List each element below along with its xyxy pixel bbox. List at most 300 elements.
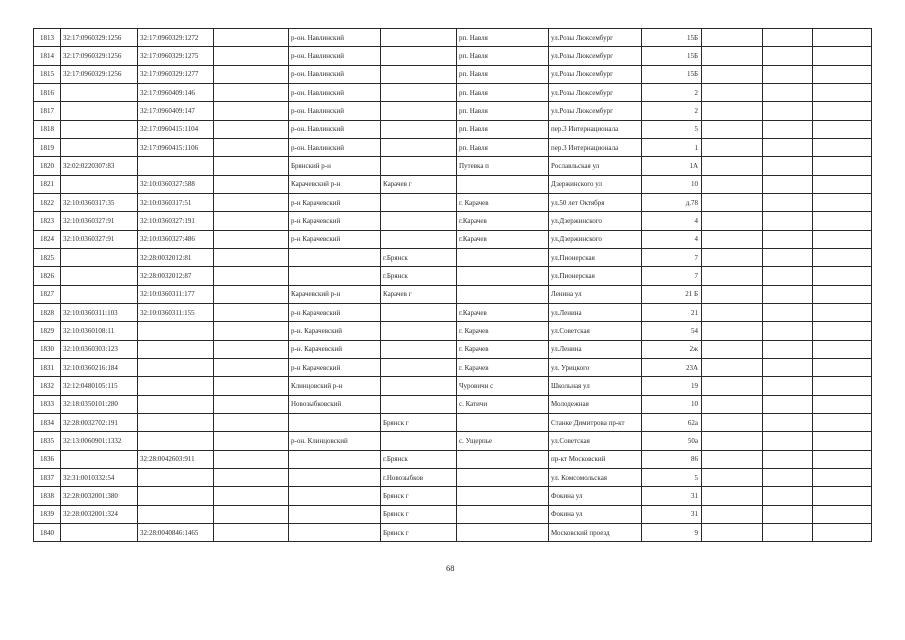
row-number-cell: 1838 <box>34 487 61 505</box>
house-number-cell: 10 <box>642 395 702 413</box>
blank-cell <box>763 285 813 303</box>
street-cell: ул. Комсомольская <box>549 468 642 486</box>
blank-cell <box>813 175 872 193</box>
blank-cell <box>214 505 289 523</box>
blank-cell <box>763 102 813 120</box>
district-cell: р-н Карачевский <box>289 212 381 230</box>
object-cadastral-number-cell: 32:28:0032012:81 <box>138 248 214 266</box>
street-cell: ул.Розы Люксембург <box>549 65 642 83</box>
house-number-cell: 21 <box>642 303 702 321</box>
object-cadastral-number-cell: 32:28:0032012:87 <box>138 267 214 285</box>
blank-cell <box>763 340 813 358</box>
house-number-cell: 86 <box>642 450 702 468</box>
locality-cell: с. Ущерпье <box>457 432 549 450</box>
district-cell <box>289 523 381 541</box>
object-cadastral-number-cell <box>138 377 214 395</box>
cadastral-number-cell <box>61 120 138 138</box>
blank-cell <box>702 29 763 47</box>
blank-cell <box>702 175 763 193</box>
street-cell: ул.Розы Люксембург <box>549 83 642 101</box>
blank-cell <box>763 248 813 266</box>
object-cadastral-number-cell <box>138 358 214 376</box>
row-number-cell: 1840 <box>34 523 61 541</box>
object-cadastral-number-cell: 32:17:0960329:1275 <box>138 47 214 65</box>
blank-cell <box>214 83 289 101</box>
cadastral-number-cell: 32:10:0360216:184 <box>61 358 138 376</box>
row-number-cell: 1835 <box>34 432 61 450</box>
district-cell: р-он. Навлинский <box>289 138 381 156</box>
table-row <box>34 450 872 468</box>
blank-cell <box>214 303 289 321</box>
blank-cell <box>763 29 813 47</box>
object-cadastral-number-cell: 32:10:0360327:486 <box>138 230 214 248</box>
blank-cell <box>214 395 289 413</box>
house-number-cell: 31 <box>642 487 702 505</box>
cadastral-number-cell: 32:28:0032702:191 <box>61 413 138 431</box>
blank-cell <box>813 230 872 248</box>
blank-cell <box>763 505 813 523</box>
house-number-cell: 5 <box>642 468 702 486</box>
city-cell: г.Новозыбков <box>381 468 457 486</box>
cadastral-number-cell: 32:13:0060901:1332 <box>61 432 138 450</box>
table-row <box>34 157 872 175</box>
table-row <box>34 523 872 541</box>
blank-cell <box>214 120 289 138</box>
district-cell <box>289 505 381 523</box>
district-cell: р-он. Навлинский <box>289 29 381 47</box>
object-cadastral-number-cell: 32:17:0960415:1104 <box>138 120 214 138</box>
street-cell: ул.Ленина <box>549 303 642 321</box>
district-cell: р-он. Навлинский <box>289 65 381 83</box>
blank-cell <box>214 157 289 175</box>
row-number-cell: 1822 <box>34 193 61 211</box>
house-number-cell: 54 <box>642 322 702 340</box>
street-cell: Фокина ул <box>549 487 642 505</box>
row-number-cell: 1818 <box>34 120 61 138</box>
district-cell: р-он. Клинцовский <box>289 432 381 450</box>
blank-cell <box>813 65 872 83</box>
blank-cell <box>763 358 813 376</box>
blank-cell <box>214 248 289 266</box>
blank-cell <box>813 395 872 413</box>
object-cadastral-number-cell: 32:10:0360327:191 <box>138 212 214 230</box>
cadastral-number-cell: 32:10:0360327:91 <box>61 212 138 230</box>
blank-cell <box>214 102 289 120</box>
cadastral-number-cell <box>61 285 138 303</box>
street-cell: ул.50 лет Октября <box>549 193 642 211</box>
blank-cell <box>763 175 813 193</box>
street-cell: Школьная ул <box>549 377 642 395</box>
blank-cell <box>763 83 813 101</box>
table-row <box>34 340 872 358</box>
row-number-cell: 1837 <box>34 468 61 486</box>
house-number-cell: 62а <box>642 413 702 431</box>
city-cell <box>381 29 457 47</box>
blank-cell <box>702 468 763 486</box>
row-number-cell: 1829 <box>34 322 61 340</box>
district-cell: р-он. Навлинский <box>289 120 381 138</box>
blank-cell <box>813 285 872 303</box>
locality-cell: г.Карачев <box>457 230 549 248</box>
blank-cell <box>214 267 289 285</box>
house-number-cell: 5 <box>642 120 702 138</box>
cadastral-number-cell: 32:17:0960329:1256 <box>61 29 138 47</box>
city-cell: Карачев г <box>381 175 457 193</box>
blank-cell <box>702 303 763 321</box>
house-number-cell: 7 <box>642 248 702 266</box>
house-number-cell: 15Б <box>642 29 702 47</box>
city-cell <box>381 212 457 230</box>
object-cadastral-number-cell <box>138 487 214 505</box>
cadastral-number-cell: 32:10:0360311:103 <box>61 303 138 321</box>
blank-cell <box>763 65 813 83</box>
city-cell: Брянск г <box>381 487 457 505</box>
blank-cell <box>813 340 872 358</box>
street-cell: Ленина ул <box>549 285 642 303</box>
district-cell <box>289 487 381 505</box>
object-cadastral-number-cell: 32:28:0042603:911 <box>138 450 214 468</box>
table-row <box>34 212 872 230</box>
city-cell <box>381 138 457 156</box>
blank-cell <box>214 413 289 431</box>
blank-cell <box>702 65 763 83</box>
blank-cell <box>214 29 289 47</box>
blank-cell <box>702 377 763 395</box>
street-cell: ул.Дзержинского <box>549 230 642 248</box>
blank-cell <box>813 450 872 468</box>
blank-cell <box>214 358 289 376</box>
house-number-cell: 31 <box>642 505 702 523</box>
cadastral-number-cell: 32:10:0360317:35 <box>61 193 138 211</box>
blank-cell <box>813 322 872 340</box>
locality-cell: рп. Навля <box>457 138 549 156</box>
blank-cell <box>813 377 872 395</box>
blank-cell <box>702 395 763 413</box>
cadastral-number-cell <box>61 175 138 193</box>
locality-cell <box>457 413 549 431</box>
locality-cell <box>457 523 549 541</box>
city-cell <box>381 303 457 321</box>
row-number-cell: 1836 <box>34 450 61 468</box>
object-cadastral-number-cell: 32:17:0960415:1106 <box>138 138 214 156</box>
blank-cell <box>813 267 872 285</box>
table-row <box>34 432 872 450</box>
street-cell: Дзержинского ул <box>549 175 642 193</box>
blank-cell <box>763 230 813 248</box>
cadastral-number-cell: 32:28:0032001:380 <box>61 487 138 505</box>
table-row <box>34 248 872 266</box>
row-number-cell: 1817 <box>34 102 61 120</box>
object-cadastral-number-cell: 32:10:0360317:51 <box>138 193 214 211</box>
street-cell: ул.Розы Люксембург <box>549 29 642 47</box>
house-number-cell: 7 <box>642 267 702 285</box>
district-cell: Новозыбковский <box>289 395 381 413</box>
cadastral-number-cell: 32:17:0960329:1256 <box>61 65 138 83</box>
object-cadastral-number-cell: 32:17:0960409:146 <box>138 83 214 101</box>
object-cadastral-number-cell <box>138 413 214 431</box>
cadastral-number-cell <box>61 267 138 285</box>
blank-cell <box>702 230 763 248</box>
blank-cell <box>702 248 763 266</box>
blank-cell <box>214 47 289 65</box>
blank-cell <box>763 322 813 340</box>
blank-cell <box>702 505 763 523</box>
cadastral-number-cell <box>61 523 138 541</box>
street-cell: Фокина ул <box>549 505 642 523</box>
blank-cell <box>763 212 813 230</box>
blank-cell <box>702 267 763 285</box>
street-cell: ул.Розы Люксембург <box>549 47 642 65</box>
blank-cell <box>702 193 763 211</box>
cadastral-number-cell: 32:10:0360303:123 <box>61 340 138 358</box>
row-number-cell: 1813 <box>34 29 61 47</box>
table-row <box>34 285 872 303</box>
cadastral-number-cell: 32:10:0360108:11 <box>61 322 138 340</box>
cadastral-number-cell: 32:10:0360327:91 <box>61 230 138 248</box>
city-cell <box>381 65 457 83</box>
blank-cell <box>813 102 872 120</box>
row-number-cell: 1825 <box>34 248 61 266</box>
locality-cell <box>457 267 549 285</box>
district-cell: р-н Карачевский <box>289 193 381 211</box>
table-row <box>34 193 872 211</box>
blank-cell <box>813 138 872 156</box>
district-cell: р-н Карачевский <box>289 358 381 376</box>
locality-cell: Путевка п <box>457 157 549 175</box>
table-row <box>34 102 872 120</box>
blank-cell <box>214 230 289 248</box>
house-number-cell: 2ж <box>642 340 702 358</box>
locality-cell: рп. Навля <box>457 83 549 101</box>
cadastral-number-cell <box>61 138 138 156</box>
blank-cell <box>214 432 289 450</box>
street-cell: ул.Пионерская <box>549 248 642 266</box>
blank-cell <box>763 413 813 431</box>
city-cell <box>381 340 457 358</box>
house-number-cell: 15Б <box>642 65 702 83</box>
blank-cell <box>702 47 763 65</box>
city-cell <box>381 322 457 340</box>
object-cadastral-number-cell <box>138 340 214 358</box>
blank-cell <box>763 468 813 486</box>
district-cell: Карачевский р-н <box>289 285 381 303</box>
row-number-cell: 1824 <box>34 230 61 248</box>
blank-cell <box>214 65 289 83</box>
street-cell: пер.3 Интернационала <box>549 138 642 156</box>
locality-cell <box>457 487 549 505</box>
row-number-cell: 1828 <box>34 303 61 321</box>
table-row <box>34 230 872 248</box>
blank-cell <box>214 193 289 211</box>
blank-cell <box>702 340 763 358</box>
table-row <box>34 505 872 523</box>
district-cell: р-н. Карачевский <box>289 340 381 358</box>
cadastral-number-cell: 32:18:0350101:280 <box>61 395 138 413</box>
blank-cell <box>763 395 813 413</box>
district-cell <box>289 450 381 468</box>
blank-cell <box>763 47 813 65</box>
object-cadastral-number-cell <box>138 395 214 413</box>
object-cadastral-number-cell <box>138 157 214 175</box>
street-cell: Молодежная <box>549 395 642 413</box>
table-row <box>34 322 872 340</box>
table-row <box>34 83 872 101</box>
house-number-cell: 1А <box>642 157 702 175</box>
object-cadastral-number-cell <box>138 468 214 486</box>
city-cell <box>381 432 457 450</box>
cadastral-number-cell <box>61 83 138 101</box>
house-number-cell: 9 <box>642 523 702 541</box>
locality-cell <box>457 248 549 266</box>
blank-cell <box>813 120 872 138</box>
house-number-cell: 2 <box>642 83 702 101</box>
street-cell: пер.3 Интернационала <box>549 120 642 138</box>
blank-cell <box>702 83 763 101</box>
blank-cell <box>702 157 763 175</box>
locality-cell: рп. Навля <box>457 102 549 120</box>
street-cell: ул.Дзержинского <box>549 212 642 230</box>
city-cell <box>381 193 457 211</box>
row-number-cell: 1834 <box>34 413 61 431</box>
blank-cell <box>813 157 872 175</box>
blank-cell <box>702 450 763 468</box>
city-cell <box>381 358 457 376</box>
page-number: 68 <box>446 563 455 573</box>
city-cell: Карачев г <box>381 285 457 303</box>
table-row <box>34 358 872 376</box>
table-row <box>34 413 872 431</box>
object-cadastral-number-cell: 32:10:0360327:588 <box>138 175 214 193</box>
blank-cell <box>702 523 763 541</box>
blank-cell <box>214 523 289 541</box>
house-number-cell: 50а <box>642 432 702 450</box>
district-cell: р-н Карачевский <box>289 230 381 248</box>
locality-cell: г. Карачев <box>457 193 549 211</box>
object-cadastral-number-cell: 32:28:0040846:1465 <box>138 523 214 541</box>
street-cell: ул.Пионерская <box>549 267 642 285</box>
district-cell: р-он. Навлинский <box>289 47 381 65</box>
blank-cell <box>813 413 872 431</box>
row-number-cell: 1815 <box>34 65 61 83</box>
street-cell: Рославльская ул <box>549 157 642 175</box>
blank-cell <box>813 432 872 450</box>
table-row <box>34 47 872 65</box>
locality-cell: рп. Навля <box>457 65 549 83</box>
table-row <box>34 487 872 505</box>
table-row <box>34 120 872 138</box>
blank-cell <box>763 303 813 321</box>
table-row <box>34 138 872 156</box>
blank-cell <box>813 505 872 523</box>
district-cell: р-он. Навлинский <box>289 83 381 101</box>
blank-cell <box>813 468 872 486</box>
district-cell <box>289 413 381 431</box>
blank-cell <box>763 267 813 285</box>
row-number-cell: 1814 <box>34 47 61 65</box>
city-cell <box>381 102 457 120</box>
row-number-cell: 1833 <box>34 395 61 413</box>
house-number-cell: д.78 <box>642 193 702 211</box>
table-row <box>34 267 872 285</box>
object-cadastral-number-cell: 32:17:0960329:1277 <box>138 65 214 83</box>
district-cell: Брянский р-н <box>289 157 381 175</box>
table-row <box>34 395 872 413</box>
row-number-cell: 1823 <box>34 212 61 230</box>
table-row <box>34 377 872 395</box>
city-cell <box>381 47 457 65</box>
house-number-cell: 21 Б <box>642 285 702 303</box>
locality-cell: г. Карачев <box>457 322 549 340</box>
locality-cell: г.Карачев <box>457 303 549 321</box>
locality-cell <box>457 285 549 303</box>
blank-cell <box>813 303 872 321</box>
table-row <box>34 175 872 193</box>
blank-cell <box>763 487 813 505</box>
blank-cell <box>813 47 872 65</box>
blank-cell <box>702 358 763 376</box>
row-number-cell: 1839 <box>34 505 61 523</box>
table-row <box>34 65 872 83</box>
blank-cell <box>214 322 289 340</box>
blank-cell <box>813 358 872 376</box>
house-number-cell: 15Б <box>642 47 702 65</box>
row-number-cell: 1831 <box>34 358 61 376</box>
house-number-cell: 4 <box>642 212 702 230</box>
blank-cell <box>214 340 289 358</box>
blank-cell <box>702 138 763 156</box>
locality-cell: рп. Навля <box>457 120 549 138</box>
blank-cell <box>214 138 289 156</box>
district-cell <box>289 267 381 285</box>
blank-cell <box>214 487 289 505</box>
blank-cell <box>813 248 872 266</box>
district-cell: р-он. Навлинский <box>289 102 381 120</box>
street-cell: ул.Советская <box>549 322 642 340</box>
street-cell: ул.Советская <box>549 432 642 450</box>
blank-cell <box>813 212 872 230</box>
locality-cell: г.Карачев <box>457 212 549 230</box>
blank-cell <box>702 212 763 230</box>
district-cell: Карачевский р-н <box>289 175 381 193</box>
cadastral-number-cell <box>61 248 138 266</box>
blank-cell <box>763 450 813 468</box>
blank-cell <box>763 138 813 156</box>
blank-cell <box>813 487 872 505</box>
table-body <box>34 29 872 542</box>
blank-cell <box>214 450 289 468</box>
blank-cell <box>813 523 872 541</box>
blank-cell <box>702 413 763 431</box>
street-cell: ул. Урицкого <box>549 358 642 376</box>
city-cell: Брянск г <box>381 523 457 541</box>
row-number-cell: 1816 <box>34 83 61 101</box>
cadastral-number-cell <box>61 450 138 468</box>
blank-cell <box>214 175 289 193</box>
city-cell: г.Брянск <box>381 450 457 468</box>
row-number-cell: 1830 <box>34 340 61 358</box>
city-cell: г.Брянск <box>381 248 457 266</box>
blank-cell <box>763 377 813 395</box>
city-cell <box>381 120 457 138</box>
blank-cell <box>763 193 813 211</box>
district-cell: Клинцовский р-н <box>289 377 381 395</box>
locality-cell <box>457 468 549 486</box>
table-row <box>34 468 872 486</box>
blank-cell <box>763 157 813 175</box>
blank-cell <box>702 102 763 120</box>
blank-cell <box>813 193 872 211</box>
street-cell: Станке Димитрова пр-кт <box>549 413 642 431</box>
